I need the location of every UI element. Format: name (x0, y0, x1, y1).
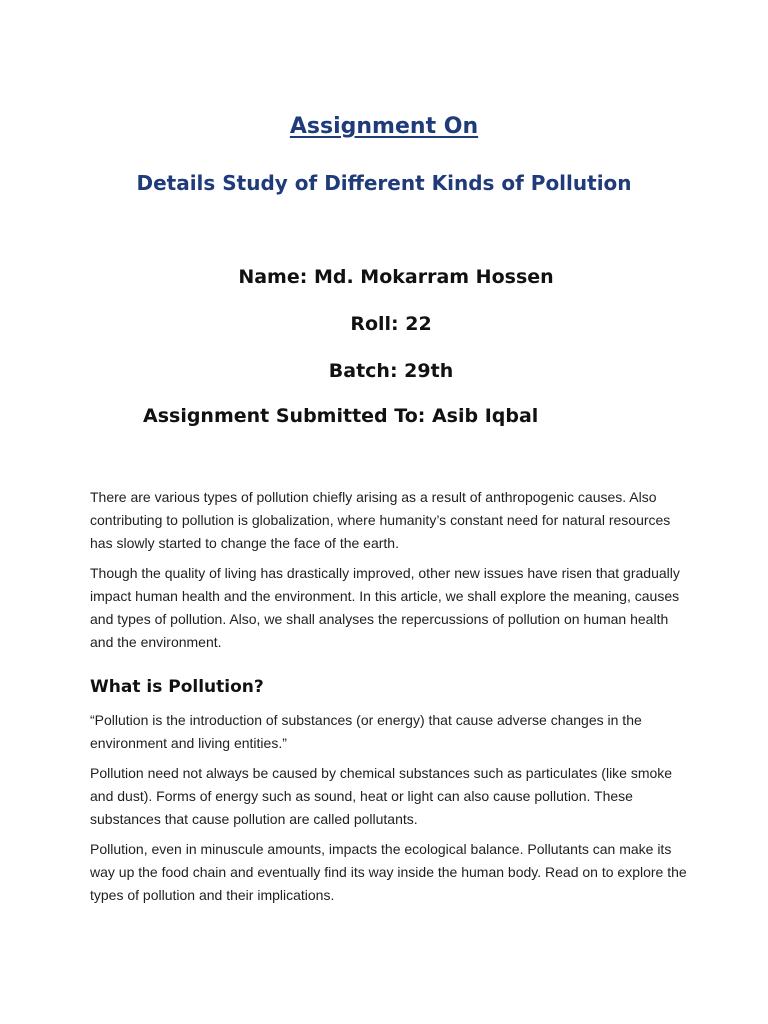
document-body (90, 486, 690, 914)
page-title: Assignment On (289, 114, 479, 139)
submitted-to: Assignment Submitted To: Asib Iqbal (143, 405, 539, 427)
intro-paragraph-2: Though the quality of living has drastically improved, other new issues have risen that gradually impact human health and the environment. In this article, we shall explore the meaning, causes and types of pollution. Also, we shall analyses the repercussions of pollution on human health and the environment. (90, 565, 680, 650)
intro-paragraph-1: There are various types of pollution chiefly arising as a result of anthropogenic causes. Also contributing to pollution is globalization, where humanity’s constant need for natural resources has slowly started to change the face of the earth. (90, 489, 671, 551)
student-roll: Roll: 22 (350, 313, 432, 335)
section-paragraph-2: Pollution, even in minuscule amounts, impacts the ecological balance. Pollutants can make its way up the food chain and eventually find its way inside the human body. Read on to explore the types of pollution and their implications. (90, 841, 687, 903)
definition-quote: “Pollution is the introduction of substances (or energy) that cause adverse changes in the environment and living entities.” (90, 712, 642, 751)
student-batch: Batch: 29th (328, 360, 454, 382)
section-heading: What is Pollution? (90, 677, 264, 697)
page-subtitle: Details Study of Different Kinds of Pollution (136, 171, 632, 195)
section-paragraph-1: Pollution need not always be caused by chemical substances such as particulates (like smoke and dust). Forms of energy such as sound, heat or light can also cause pollution. These substances that cause pollution are called pollutants. (90, 765, 673, 827)
student-name: Name: Md. Mokarram Hossen (238, 266, 554, 288)
